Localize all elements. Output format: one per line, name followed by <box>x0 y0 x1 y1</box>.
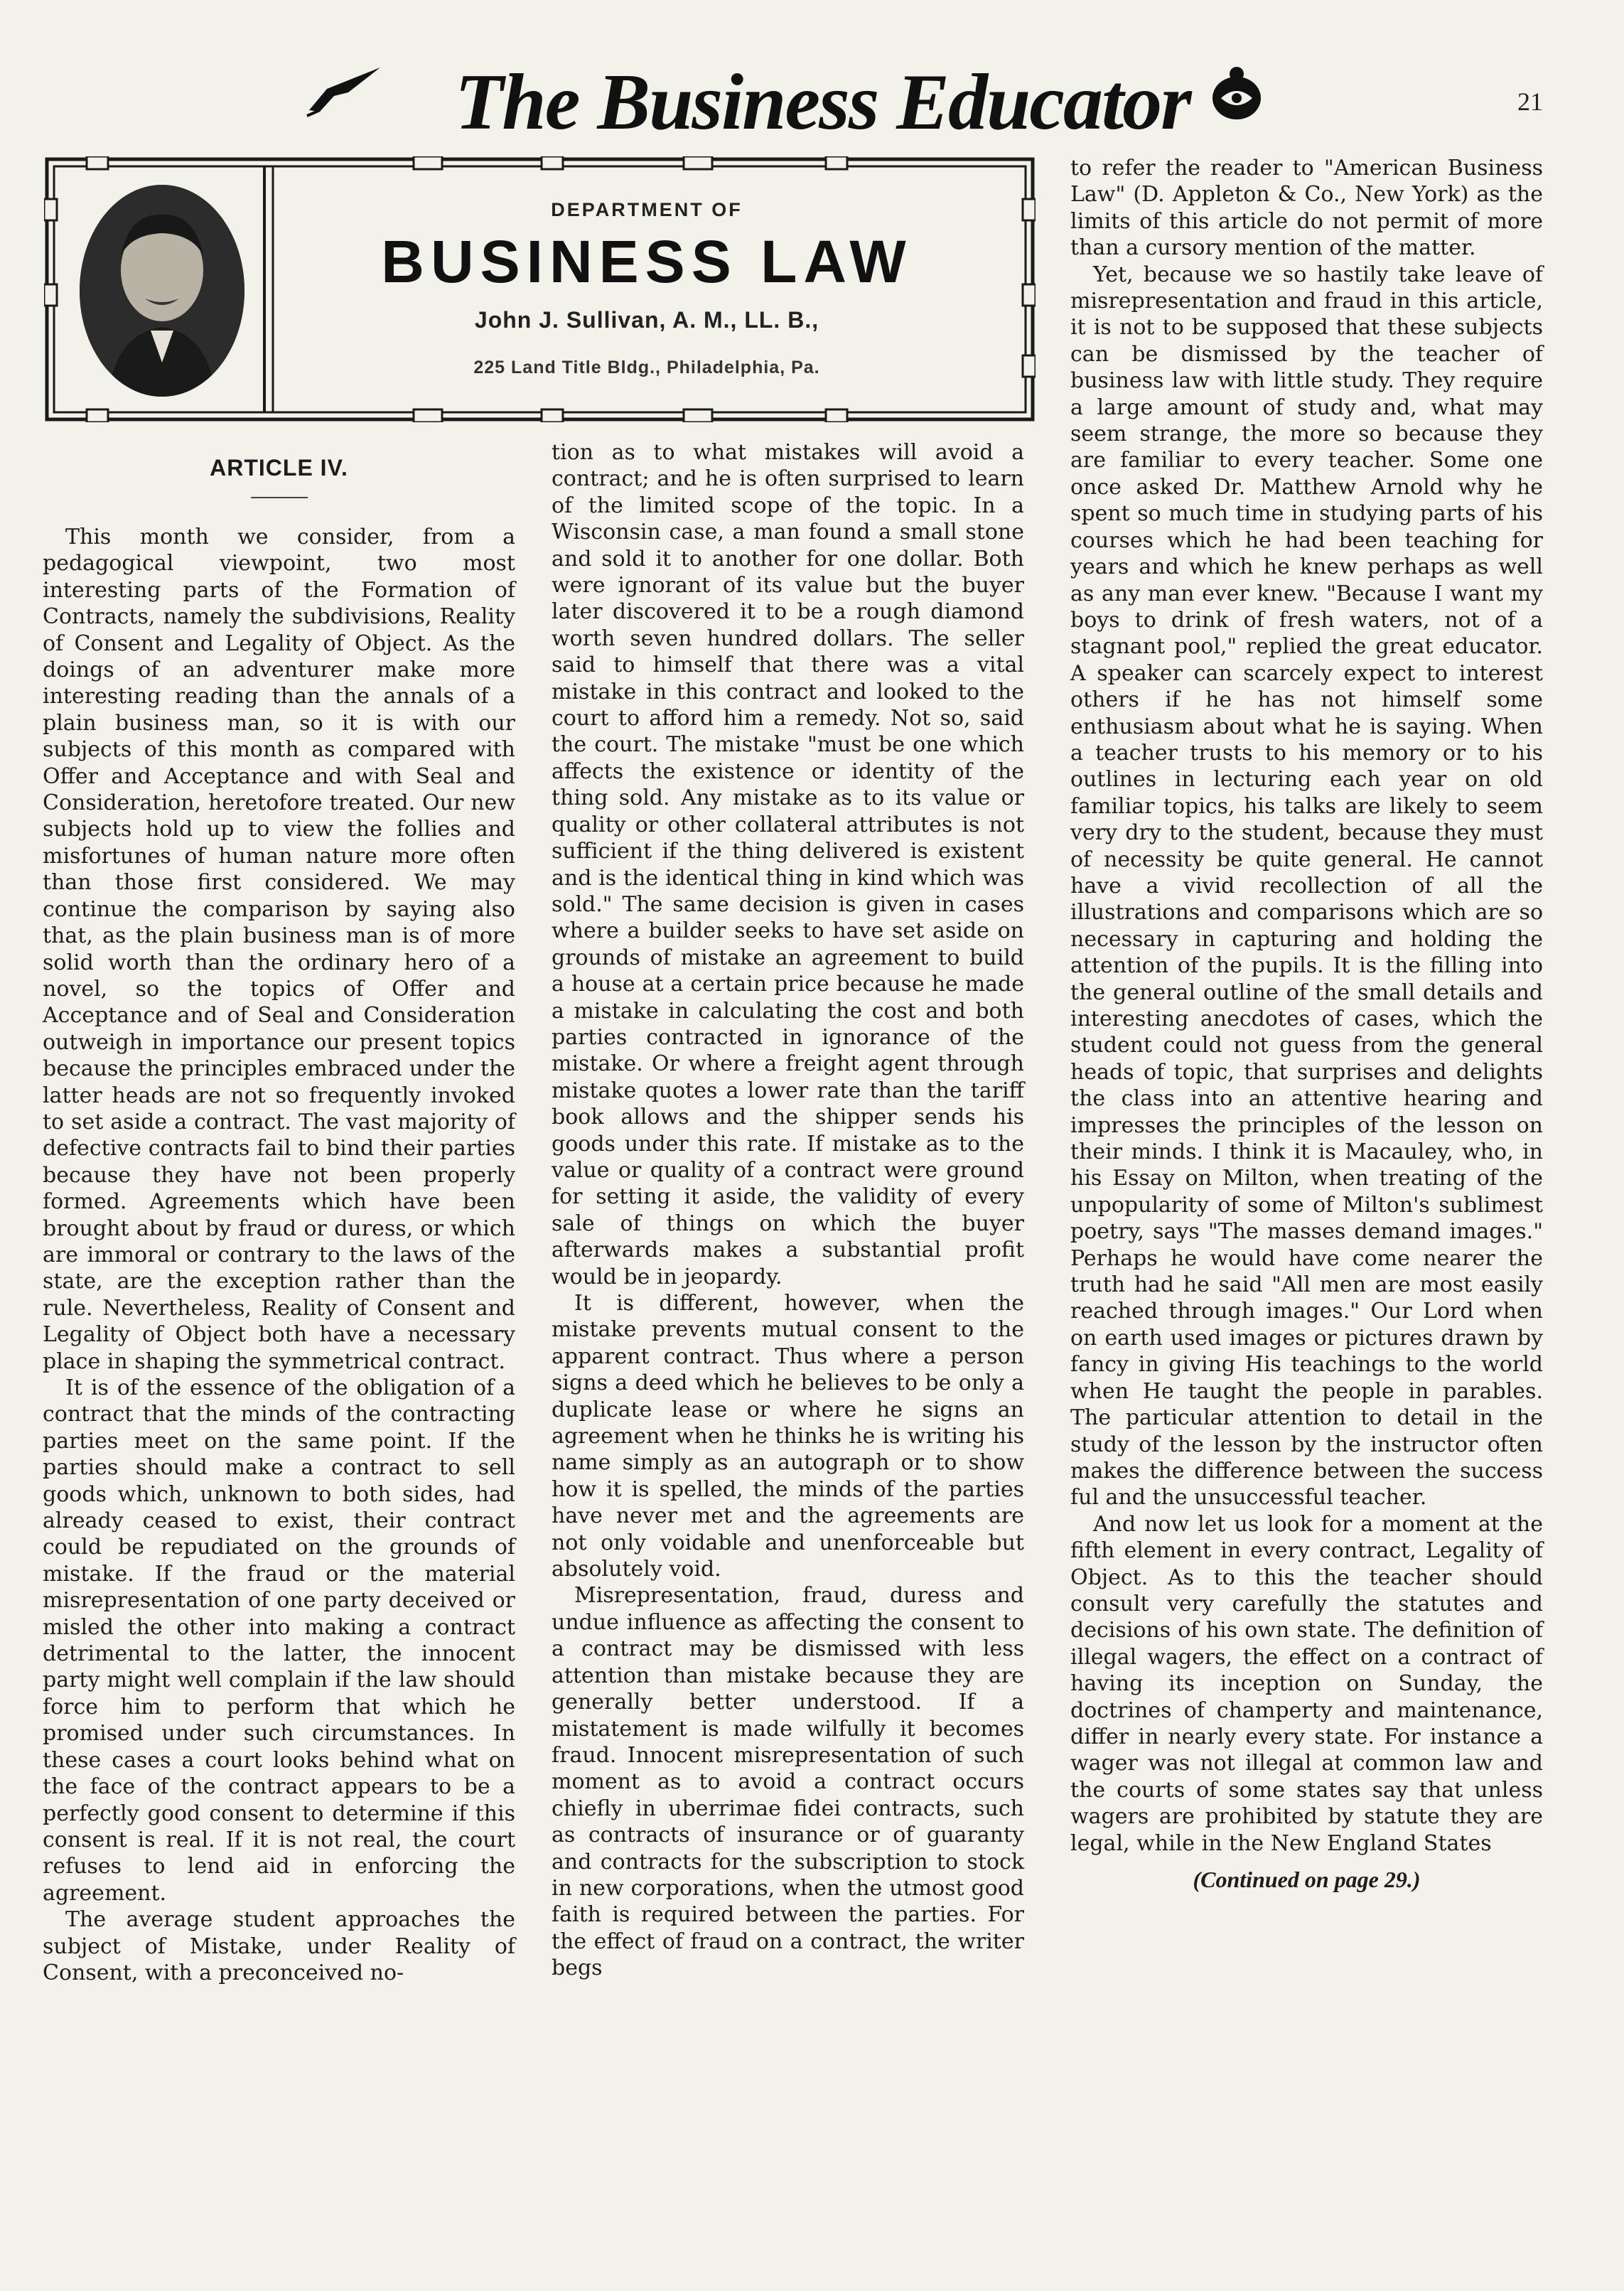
paragraph: This month we consider, from a pedagogical viewpoint, two most interesting parts of the Formation of Contracts, namely the subdivisions, Reality of Consent and Legality of Object. As the doings of an adventurer make more interesting reading than the annals of a plain business man, so it is with our subjects of this month as compared with Offer and Acceptance and with Seal and Consideration, heretofore treated. Our new subjects hold up to view the follies and misfortunes of human nature more often than those first considered. We may continue the comparison by saying also that, as the plain business man is of more solid worth than the ordinary hero of a novel, so the topics of Offer and Acceptance and of Seal and Consideration outweigh in importance our present topics because the principles embraced under the latter heads are not so frequently invoked to set aside a contract. The vast majority of defective contracts fail to bind their parties because they have not been properly formed. Agreements which have been brought about by fraud or duress, or which are immoral or contrary to the laws of the state, are the exception rather than the rule. Nevertheless, Reality of Consent and Legality of Object both have a necessary place in shaping the symmetrical contract. <box>43 525 515 1374</box>
author-portrait <box>80 185 244 397</box>
emblem-icon <box>1208 64 1265 128</box>
page-number: 21 <box>1517 87 1543 116</box>
publication-title: The Business Educator <box>455 58 1190 146</box>
continued-notice: (Continued on page 29.) <box>1193 1867 1421 1892</box>
department-label: DEPARTMENT OF <box>551 199 743 220</box>
paragraph: to refer the reader to "American Business Law" (D. Appleton & Co., New York) as the limits of this article do not permit of more than a cursory mention of the matter. <box>1070 156 1543 261</box>
paragraph: Misrepresentation, fraud, duress and undue influence as affecting the consent to a contract may be dismissed with less attention than mistake because they are generally better understood. If a mistatement is made wilfully it becomes fraud. Innocent misrepresentation of such moment as to avoid a contract occurs chiefly in uberrimae fidei contracts, such as contracts of insurance or of guaranty and contracts for the subscription to stock in new corporations, when the utmost good faith is required between the parties. For the effect of fraud on a contract, the writer begs <box>552 1583 1024 1981</box>
quill-pen-icon <box>306 60 391 117</box>
paragraph: The average student approaches the subject of Mistake, under Reality of Consent, with a preconceived no- <box>43 1907 515 1985</box>
article-column-2 <box>552 439 1024 1982</box>
paragraph: It is of the essence of the obligation of a contract that the minds of the contracting parties meet on the same point. If the parties should make a contract to sell goods which, unknown to both sides, had already ceased to exist, their contract could be repudiated on the grounds of mistake. If the fraud or the material misrepresentation of one party deceived or misled the other into making a contract detrimental to the latter, the innocent party might well complain if the law should force him to perform that which he promised under such circumstances. In these cases a court looks behind what on the face of the contract appears to be a perfectly good consent to determine if this consent is real. If it is not real, the court refuses to lend aid in enforcing the agreement. <box>43 1375 515 1906</box>
paragraph: tion as to what mistakes will avoid a contract; and he is often surprised to learn of the limited scope of the topic. In a Wisconsin case, a man found a small stone and sold it to another for one dollar. Both were ignorant of its value but the buyer later discovered it to be a rough diamond worth seven hundred dollars. The seller said to himself that there was a vital mistake in this contract and looked to the court to afford him a remedy. Not so, said the court. The mistake "must be one which affects the existence or identity of the thing sold. Any mistake as to its value or quality or other collateral attributes is not sufficient if the thing delivered is existent and is the identical thing in kind which was sold." The same decision is given in cases where a builder seeks to have set aside on grounds of mistake an agreement to build a house at a certain price because he made a mistake in calculating the cost and both parties contracted in ignorance of the mistake. Or where a freight agent through mistake quotes a lower rate than the tariff book allows and the shipper sends his goods under this rate. If mistake as to the value or quality of a contract were ground for setting it aside, the validity of every sale of things on which the buyer afterwards makes a substantial profit would be in jeopardy. <box>552 440 1024 1289</box>
author-address: 225 Land Title Bldg., Philadelphia, Pa. <box>473 358 820 377</box>
paragraph: It is different, however, when the mistake prevents mutual consent to the apparent contract. Thus where a person signs a deed which he believes to be only a duplicate lease or where he signs an agreement when he thinks he is writing his name simply as an autograph or to show how it is spelled, the minds of the parties have never met and the agreements are not only voidable and unenforceable but absolutely void. <box>552 1291 1024 1582</box>
masthead <box>0 50 1624 163</box>
paragraph: Yet, because we so hastily take leave of misrepresentation and fraud in this article, it is not to be supposed that these subjects can be dismissed by the teacher of business law with little study. They require a large amount of study and, what may seem strange, the more so because they are familiar to every teacher. Some one once asked Dr. Matthew Arnold why he spent so much time in studying parts of his courses which he had been teaching for years and which he knew perhaps as well as any man ever knew. "Because I want my boys to drink of fresh waters, not of a stagnant pool," replied the great educator. A speaker can scarcely expect to interest others if he has not himself some enthusiasm about what he is saying. When a teacher trusts to his memory or to his outlines in lecturing each year on old familiar topics, his talks are likely to seem very dry to the student, because they must of necessity be quite general. He cannot have a vivid recollection of all the illustrations and comparisons which are so necessary in capturing and holding the attention of the pupils. It is the filling into the general outline of the small details and interesting anecdotes of cases, which the student could not guess from the general heads of topic, that surprises and delights the class into an attentive hearing and impresses the principles of the lesson on their minds. I think it is Macauley, who, in his Essay on Milton, when treating of the unpopularity of some of Milton's sublimest poetry, says "The masses demand images." Perhaps he would have come nearer the truth had he said "All men are most easily reached through images." Our Lord when on earth used images or pictures drawn by fancy in giving His teachings to the world when He taught the people in parables. The particular attention to detail in the study of the lesson by the instructor often makes the difference between the success ful and the unsuccessful teacher. <box>1070 262 1543 1511</box>
article-column-3 <box>1070 155 1543 1893</box>
article-column-1 <box>43 455 515 1986</box>
paragraph: And now let us look for a moment at the fifth element in every contract, Legality of Object. As to this the teacher should consult very carefully the statutes and decisions of his own state. The definition of illegal wagers, the effect on a contract of having its inception on Sunday, the doctrines of champerty and maintenance, differ in nearly every state. For instance a wager was not illegal at common law and the courts of some states say that unless wagers are prohibited by statute they are legal, while in the New England States <box>1070 1511 1543 1856</box>
author-name: John J. Sullivan, A. M., LL. B., <box>474 307 819 333</box>
article-heading: ARTICLE IV. <box>210 455 348 481</box>
portrait-image <box>80 185 244 397</box>
heading-divider <box>251 497 308 498</box>
department-title: BUSINESS LAW <box>381 228 913 295</box>
